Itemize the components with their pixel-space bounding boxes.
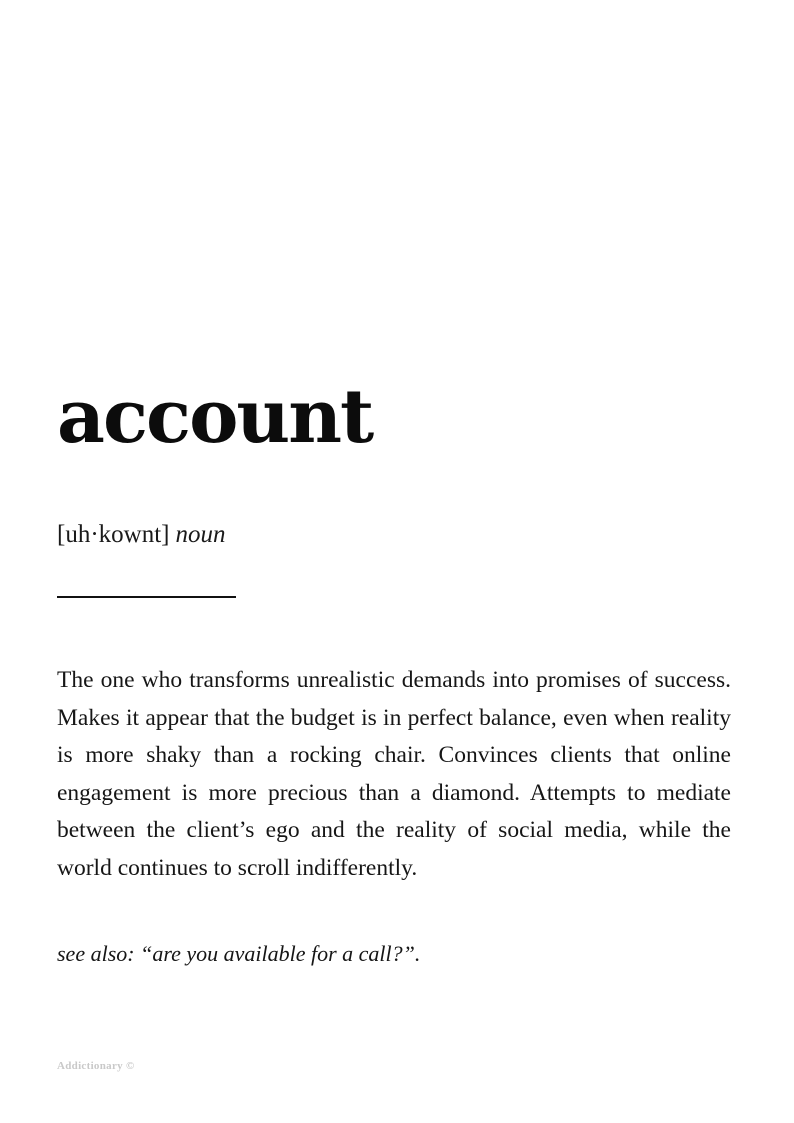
see-also: see also: “are you available for a call?”. xyxy=(57,941,421,966)
headword: account xyxy=(57,374,373,460)
divider-rule xyxy=(57,596,236,598)
part-of-speech: noun xyxy=(175,521,226,548)
brand-footer: Addictionary © xyxy=(57,1060,135,1072)
definition: The one who transforms unrealistic demands into promises of success. Makes it appear that the budget is in perfect balance, even when reality is more shaky than a rocking chair. Convinces clients that online engagement is more precious than a diamond. Attempts to mediate between the client’s ego and the reality of social media, while the world continues to scroll indifferently. xyxy=(57,667,731,881)
pronunciation-line xyxy=(57,520,225,550)
pronunciation: [uh·kownt] xyxy=(57,521,170,548)
